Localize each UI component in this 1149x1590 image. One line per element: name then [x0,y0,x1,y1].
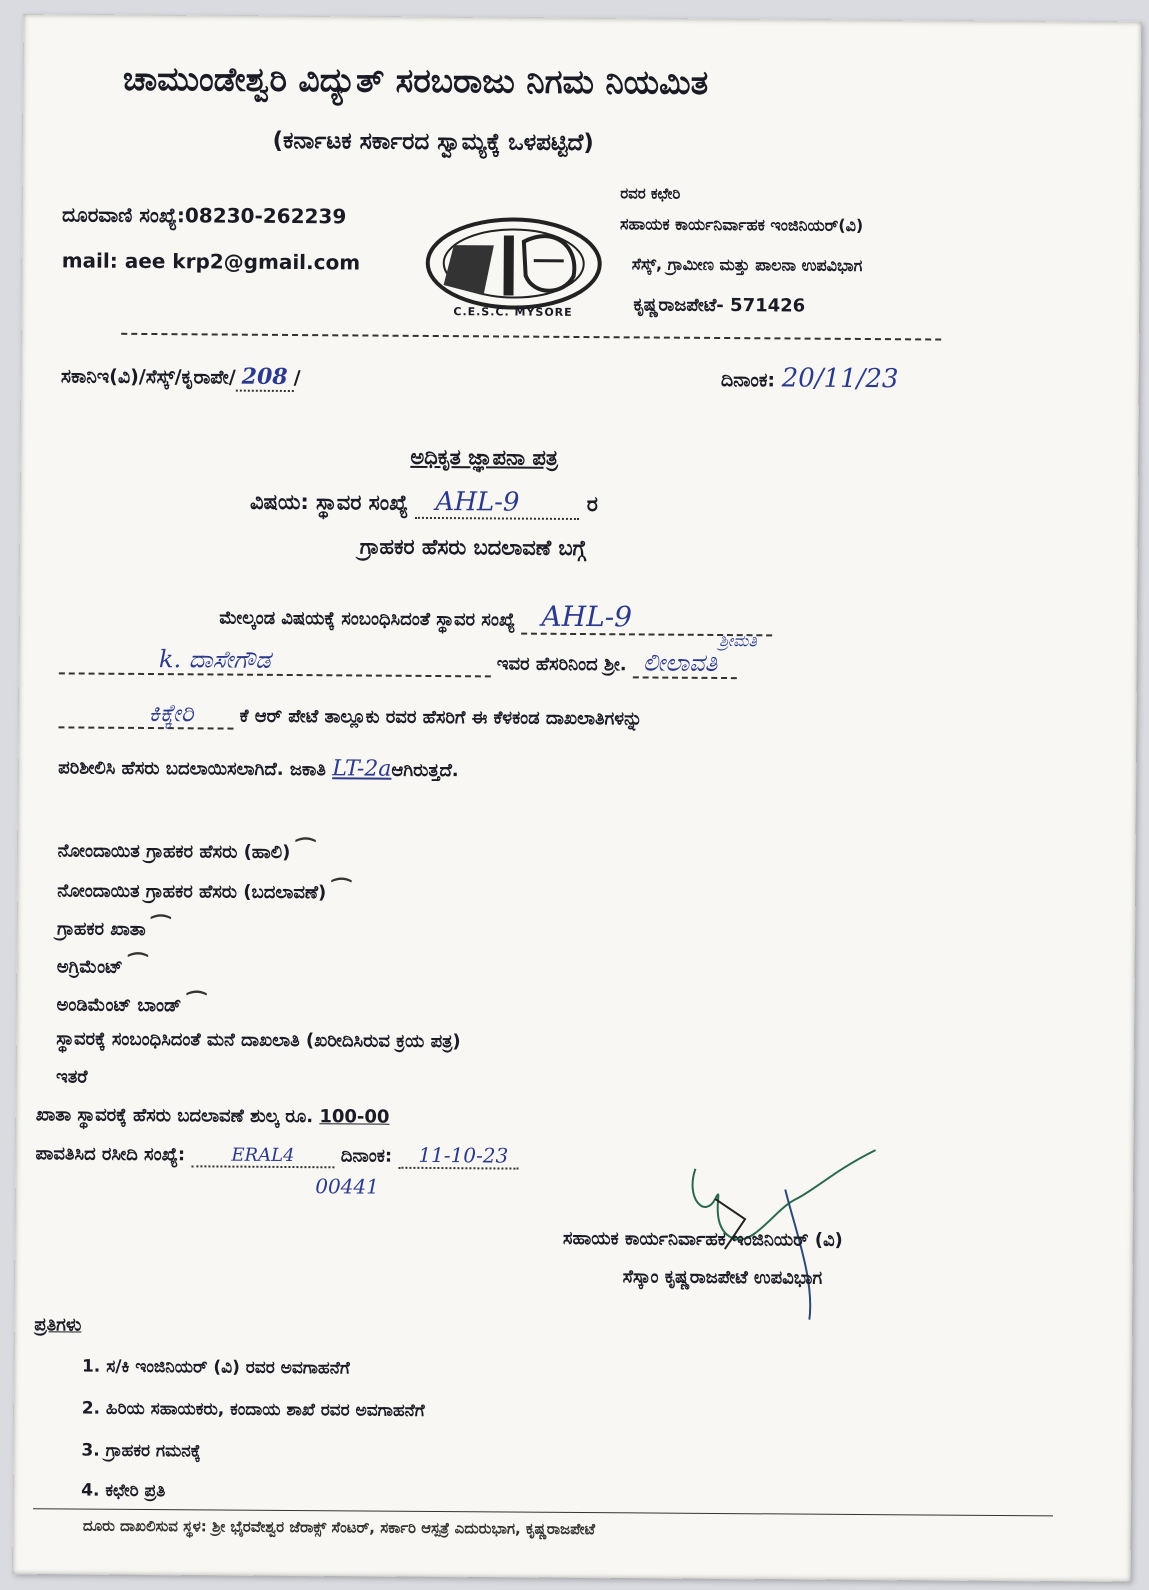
footer-text: ದೂರು ದಾಖಲಿಸುವ ಸ್ಥಳ: ಶ್ರೀ ಭೈರವೇಶ್ವರ ಜೆರಾಕ್ಸ್ ಸೆಂಟರ್, ಸರ್ಕಾರಿ ಆಸ್ಪತ್ರೆ ಎದುರುಭಾಗ, ಕೃಷ್ಣರಾಜಪೇಟೆ [82,1516,596,1539]
office-line-1: ರವರ ಕಛೇರಿ [620,184,681,203]
doc-item-2 [57,876,350,904]
doc-label: ಅಗ್ರಿಮೆಂಟ್ [56,956,123,978]
receipt-number-below: 00441 [315,1174,379,1199]
body-installation-value: AHL-9 [521,600,772,637]
copy-item-3: 3. ಗ್ರಾಹಕರ ಗಮನಕ್ಕೆ [81,1440,201,1462]
reference-number: 208 [236,364,294,392]
copy-item-1: 1. ಸ/ಕಿ ಇಂಜಿನಿಯರ್ (ವಿ) ರವರ ಅವಗಾಹನೆಗೆ [81,1356,350,1379]
doc-item-1 [58,836,315,864]
copies-heading: ಪ್ರತಿಗಳು [34,1314,82,1336]
old-consumer-name: k. ದಾಸೇಗೌಡ [59,644,491,677]
date-label: ದಿನಾಂಕ: [720,368,776,392]
check-mark-icon: ⁀ [128,952,147,979]
tariff-value: LT-2a [332,756,392,782]
doc-label: ಗ್ರಾಹಕರ ಖಾತಾ [57,918,146,940]
doc-label: ಸ್ಥಾವರಕ್ಕೆ ಸಂಬಂಧಿಸಿದಂತೆ ಮನೆ ದಾಖಲಾತಿ (ಖರೀದಿಸಿರುವ ಕ್ರಯ ಪತ್ರ) [56,1028,461,1053]
date-block [721,363,899,394]
fee-line [36,1104,390,1127]
header-divider [121,333,941,341]
org-subtitle: (ಕರ್ನಾಟಕ ಸರ್ಕಾರದ ಸ್ವಾಮ್ಯಕ್ಕೆ ಒಳಪಟ್ಟಿದೆ) [272,127,594,157]
office-line-3: ಸೆಸ್ಕ್, ಗ್ರಾಮೀಣ ಮತ್ತು ಪಾಲನಾ ಉಪವಿಭಾಗ [631,254,863,275]
body-line-4 [58,754,459,782]
office-line-2: ಸಹಾಯಕ ಕಾರ್ಯನಿರ್ವಾಹಕ ಇಂಜಿನಿಯರ್(ವಿ) [619,214,864,235]
receipt-date-label: ದಿನಾಂಕ: [340,1145,393,1167]
fee-amount: 100-00 [319,1106,390,1128]
body-line-2 [59,644,738,677]
subject-value: AHL-9 [415,487,579,520]
doc-item-7 [56,1066,88,1087]
footer-divider [33,1508,1053,1516]
logo-caption: C.E.S.C. MYSORE [453,305,573,319]
subject-line [250,486,598,518]
body-line-4-suffix: ಆಗಿರುತ್ತದೆ. [391,759,459,782]
new-consumer-name: ಲೀಲಾವತಿ [633,648,738,679]
check-mark-icon: ⁀ [332,878,351,905]
doc-label: ಇತರೆ [55,1066,88,1088]
letter-page [13,14,1142,1582]
receipt-line [35,1140,518,1167]
doc-item-3 [57,914,170,941]
signatory-office: ಸೆಸ್ಕಾಂ ಕೃಷ್ಣರಾಜಪೇಟೆ ಉಪವಿಭಾಗ [622,1266,823,1289]
receipt-label: ಪಾವತಿಸಿದ ರಸೀದಿ ಸಂಖ್ಯೆ: [35,1143,186,1166]
reference-prefix: ಸಕಾನಿಇ(ವಿ)/ಸೆಸ್ಕ್/ಕೃರಾಪೇ/ [60,365,236,389]
doc-label: ನೋಂದಾಯಿತ ಗ್ರಾಹಕರ ಹೆಸರು (ಬದಲಾವಣೆ) [57,880,327,904]
subject-line-2: ಗ್ರಾಹಕರ ಹೆಸರು ಬದಲಾವಣೆ ಬಗ್ಗೆ [359,534,587,561]
fee-label: ಖಾತಾ ಸ್ಥಾವರಕ್ಕೆ ಹೆಸರು ಬದಲಾವಣೆ ಶುಲ್ಕ ರೂ. [35,1104,314,1128]
reference-line: ಸಕಾನಿಇ(ವಿ)/ಸೆಸ್ಕ್/ಕೃರಾಪೇ/ 208 / [61,362,301,390]
body-line-2-text: ಇವರ ಹೆಸರಿನಿಂದ ಶ್ರೀ. [496,653,627,676]
check-mark-icon: ⁀ [151,915,170,942]
subject-suffix: ರ [586,492,599,517]
copy-item-4: 4. ಕಛೇರಿ ಪ್ರತಿ [81,1480,166,1502]
village-name: ಕಿಕ್ಕೇರಿ [58,698,233,729]
body-line-4-text: ಪರಿಶೀಲಿಸಿ ಹೆಸರು ಬದಲಾಯಿಸಲಾಗಿದೆ. ಜಕಾತಿ [58,757,327,781]
signatory-title: ಸಹಾಯಕ ಕಾರ್ಯನಿರ್ವಾಹಕ ಇಂಜಿನಿಯರ್ (ವಿ) [562,1227,843,1251]
check-mark-icon: ⁀ [296,838,315,865]
receipt-date: 11-10-23 [398,1143,518,1170]
doc-item-5 [56,990,205,1017]
doc-item-4 [57,952,147,979]
doc-label: ಅಂಡಿಮೆಂಟ್ ಬಾಂಡ್ [56,994,182,1017]
copy-item-2: 2. ಹಿರಿಯ ಸಹಾಯಕರು, ಕಂದಾಯ ಶಾಖೆ ರವರ ಅವಗಾಹನೆಗೆ [81,1398,425,1421]
check-mark-icon: ⁀ [187,991,206,1018]
receipt-number: ERAL4 [191,1144,334,1168]
body-hw-above: ಶ್ರೀಮತಿ [719,630,757,651]
subject-label: ವಿಷಯ: ಸ್ಥಾವರ ಸಂಖ್ಯೆ [249,489,409,515]
doc-item-6 [56,1028,461,1052]
body-line-3 [58,698,642,730]
date-value: 20/11/23 [781,363,899,395]
cesc-logo [413,205,614,326]
memo-heading: ಅಧಿಕೃತ ಜ್ಞಾಪನಾ ಪತ್ರ [410,444,558,470]
email-address: mail: aee krp2@gmail.com [61,248,361,275]
body-line-1-text: ಮೇಲ್ಕಂಡ ವಿಷಯಕ್ಕೆ ಸಂಬಂಧಿಸಿದಂತೆ ಸ್ಥಾವರ ಸಂಖ್ಯೆ [219,607,516,631]
body-line-3-text: ಕೆ ಆರ್ ಪೇಟೆ ತಾಲ್ಲೂಕು ರವರ ಹೆಸರಿಗೆ ಈ ಕೆಳಕಂಡ ದಾಖಲಾತಿಗಳನ್ನು [239,705,643,730]
body-line-1 [219,597,772,634]
phone-number: ದೂರವಾಣಿ ಸಂಖ್ಯೆ:08230-262239 [61,202,347,229]
org-name: ಚಾಮುಂಡೇಶ್ವರಿ ವಿದ್ಯುತ್ ಸರಬರಾಜು ನಿಗಮ ನಿಯಮಿತ [122,58,709,102]
office-line-4: ಕೃಷ್ಣರಾಜಪೇಟೆ- 571426 [633,294,806,317]
doc-label: ನೋಂದಾಯಿತ ಗ್ರಾಹಕರ ಹೆಸರು (ಹಾಲಿ) [57,840,291,863]
